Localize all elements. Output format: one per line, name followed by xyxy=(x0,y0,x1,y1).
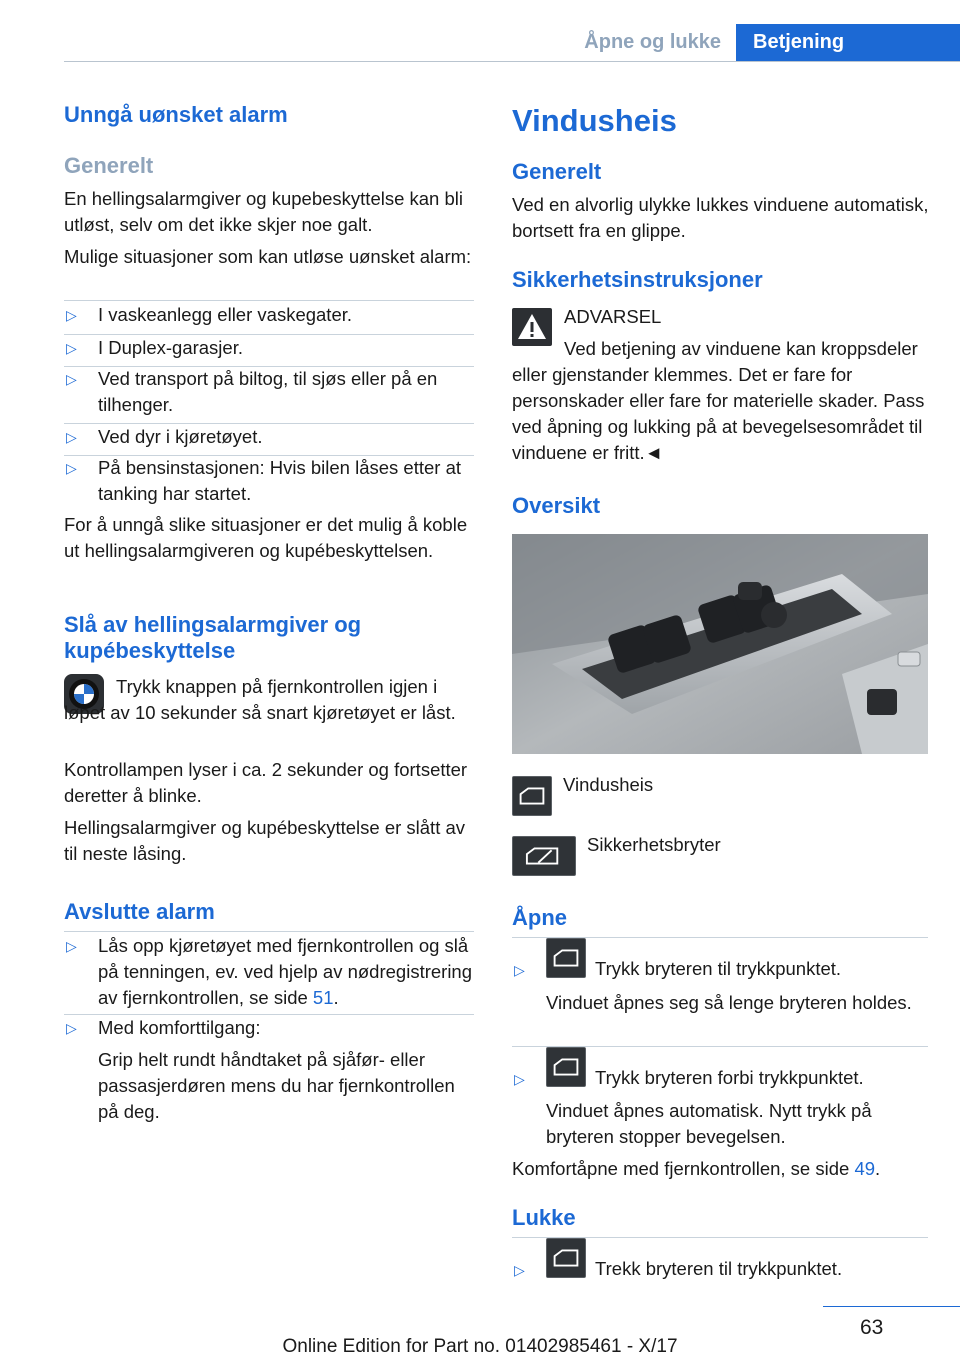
window-switch-icon xyxy=(546,1047,586,1087)
open-heading: Åpne xyxy=(512,905,567,930)
close-heading: Lukke xyxy=(512,1205,576,1230)
alarm-heading: Unngå uønsket alarm xyxy=(64,102,288,127)
list-item-text: På bensinstasjonen: Hvis bilen låses etter at tanking har startet. xyxy=(98,457,462,504)
generelt-heading: Generelt xyxy=(64,153,154,178)
footer-rule xyxy=(823,1306,960,1307)
page-title: Vindusheis xyxy=(512,103,677,138)
header-rule xyxy=(64,61,960,62)
paragraph: En hellingsalarmgiver og kupebeskyttelse kan bli utløst, selv om det ikke skjer noe galt. xyxy=(64,188,463,235)
paragraph: Grip helt rundt håndtaket på sjåfør- eller passasjerdøren mens du har fjernkontrollen på deg. xyxy=(98,1049,455,1122)
list-item-text: Lås opp kjøretøyet med fjernkontrollen og slå på tenningen, ev. ved hjelp av nødregistrering av fjernkontrollen, se side xyxy=(98,935,473,1008)
list-item-text: Ved dyr i kjøretøyet. xyxy=(98,426,263,447)
list-item xyxy=(64,366,474,418)
list-item-text: I Duplex-garasjer. xyxy=(98,337,243,358)
comfort-text: Komfortåpne med fjernkontrollen, se side xyxy=(512,1158,850,1179)
page-link[interactable]: 49 xyxy=(854,1158,876,1179)
off-heading: Slå av hellingsalarmgiver og kupébeskyttelse xyxy=(64,612,362,663)
generelt-heading: Generelt xyxy=(512,159,602,184)
end-alarm-heading: Avslutte alarm xyxy=(64,899,215,924)
legend-window-switch: Vindusheis xyxy=(563,774,654,795)
triangle-right-icon: ▷ xyxy=(66,307,77,323)
triangle-right-icon: ▷ xyxy=(514,962,525,978)
safety-switch-icon xyxy=(512,836,576,876)
period: . xyxy=(333,987,339,1008)
list-item xyxy=(64,424,474,450)
page-link[interactable]: 51 xyxy=(312,987,334,1008)
list-item xyxy=(64,455,474,507)
list-item-text: Trykk bryteren til trykkpunktet. xyxy=(595,958,842,979)
paragraph: Vinduet åpnes seg så lenge bryteren holdes. xyxy=(546,992,912,1013)
triangle-right-icon: ▷ xyxy=(66,429,77,445)
list-item xyxy=(64,933,474,1011)
divider xyxy=(64,931,474,932)
list-item-text: Med komforttilgang: xyxy=(98,1017,261,1038)
triangle-right-icon: ▷ xyxy=(66,340,77,356)
triangle-right-icon: ▷ xyxy=(66,371,77,387)
triangle-right-icon: ▷ xyxy=(66,1020,77,1036)
paragraph: Mulige situasjoner som kan utløse uønsket alarm: xyxy=(64,246,472,267)
header-section-tab: Åpne og lukke xyxy=(584,31,721,53)
paragraph: Kontrollampen lyser i ca. 2 sekunder og fortsetter deretter å blinke. xyxy=(64,759,468,806)
list-item-text: Trekk bryteren til trykkpunktet. xyxy=(595,1258,843,1279)
window-switch-icon xyxy=(546,1238,586,1278)
list-item xyxy=(64,1015,474,1041)
legend-safety-switch: Sikkerhetsbryter xyxy=(587,834,721,855)
window-switch-photo xyxy=(512,534,928,754)
list-item-text: Ved transport på biltog, til sjøs eller på en tilhenger. xyxy=(98,368,438,415)
triangle-right-icon: ▷ xyxy=(514,1071,525,1087)
triangle-right-icon: ▷ xyxy=(66,938,77,954)
paragraph: For å unngå slike situasjoner er det mulig å koble ut hellingsalarmgiveren og kupébeskyttelsen. xyxy=(64,514,468,561)
list-item-text: I vaskeanlegg eller vaskegater. xyxy=(98,304,353,325)
list-item-text: Trykk bryteren forbi trykkpunktet. xyxy=(595,1067,864,1088)
paragraph xyxy=(512,1156,928,1182)
warning-text: Ved betjening av vinduene kan kroppsdeler eller gjenstander klemmes. Det er fare for personskader eller fare for materielle skader. Pass ved åpning og lukking på at bevegelsesområdet til vinduene er fritt.◄ xyxy=(512,338,925,463)
page-number: 63 xyxy=(860,1316,884,1339)
warning-label: ADVARSEL xyxy=(564,306,662,327)
list-item xyxy=(64,302,474,328)
window-switch-icon xyxy=(512,776,552,816)
paragraph: Hellingsalarmgiver og kupébeskyttelse er slått av til neste låsing. xyxy=(64,817,466,864)
overview-heading: Oversikt xyxy=(512,493,601,518)
footer-edition: Online Edition for Part no. 01402985461 - X/17 xyxy=(282,1336,678,1357)
period: . xyxy=(875,1158,881,1179)
header-chapter-tab: Betjening xyxy=(736,24,960,61)
triangle-right-icon: ▷ xyxy=(66,460,77,476)
divider xyxy=(64,300,474,301)
paragraph: Ved en alvorlig ulykke lukkes vinduene automatisk, bortsett fra en glippe. xyxy=(512,194,929,241)
paragraph: Vinduet åpnes automatisk. Nytt trykk på bryteren stopper bevegelsen. xyxy=(546,1100,872,1147)
triangle-right-icon: ▷ xyxy=(514,1262,525,1278)
window-switch-icon xyxy=(546,938,586,978)
list-item xyxy=(64,335,474,361)
paragraph: Trykk knappen på fjernkontrollen igjen i løpet av 10 sekunder så snart kjøretøyet er låst. xyxy=(64,676,456,723)
safety-heading: Sikkerhetsinstruksjoner xyxy=(512,267,763,292)
